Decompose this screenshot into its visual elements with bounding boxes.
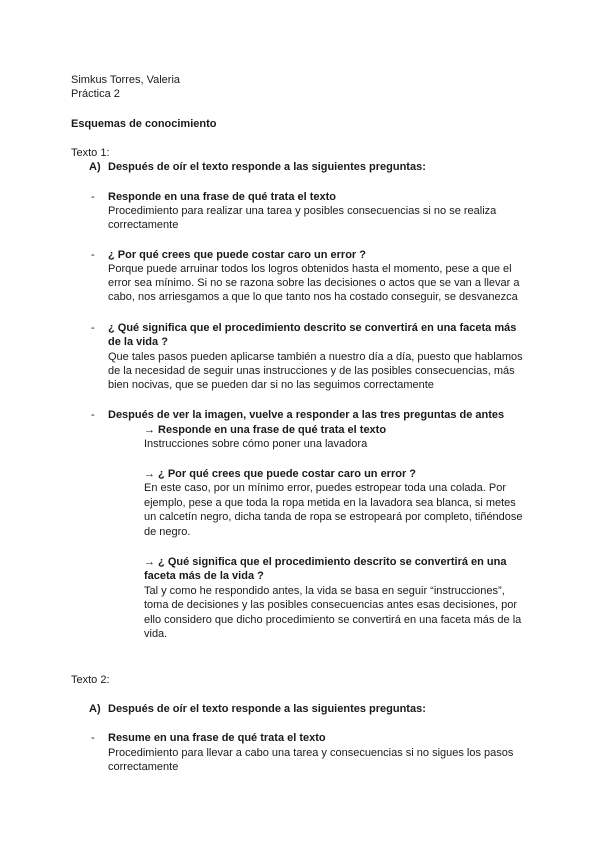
texto1-q3-answer-line: bien nocivas, que se pueden dar si no las seguimos correctamente (108, 379, 434, 391)
texto1-q3-answer-line: Que tales pasos pueden aplicarse también a nuestro día a día, puesto que hablamos (108, 351, 523, 363)
texto1-q1-question: Responde en una frase de qué trata el texto (108, 191, 337, 203)
texto1-q4-sub3-question-line: → ¿ Qué significa que el procedimiento descrito se convertirá en una (144, 556, 507, 568)
texto1-q3-question-line: de la vida ? (108, 336, 168, 348)
texto1-q4-sub2-question: → ¿ Por qué crees que puede costar caro un error ? (144, 468, 417, 480)
texto2-q1-question: Resume en una frase de qué trata el texto (108, 732, 326, 744)
texto2-section-title: Después de oír el texto responde a las siguientes preguntas: (108, 703, 426, 715)
texto1-q4-sub2-answer-line: un calcetín negro, dicha tanda de ropa se estropeará por completo, tiñéndose (144, 511, 523, 523)
document-title: Esquemas de conocimiento (71, 118, 217, 130)
texto1-q1-answer-line: Procedimiento para realizar una tarea y posibles consecuencias si no se realiza (108, 205, 497, 217)
bullet-dash: - (91, 191, 95, 203)
texto1-q2-answer-line: error sea mínimo. Si no se razona sobre las decisiones o actos que se van a llevar a (108, 277, 520, 289)
bullet-dash: - (91, 409, 95, 421)
bullet-dash: - (91, 732, 95, 744)
texto1-q2-question: ¿ Por qué crees que puede costar caro un error ? (108, 249, 366, 261)
texto1-q2-answer-line: Porque puede arruinar todos los logros obtenidos hasta el momento, pese a que el (108, 263, 512, 275)
texto1-q4-sub2-answer-line: En este caso, por un mínimo error, puedes estropear toda una colada. Por (144, 482, 506, 494)
texto1-q3-answer-line: de la necesidad de seguir unas instrucciones y de las posibles consecuencias, más (108, 365, 515, 377)
texto1-label: Texto 1: (71, 147, 110, 159)
texto1-section-title: Después de oír el texto responde a las siguientes preguntas: (108, 161, 426, 173)
author-name: Simkus Torres, Valeria (71, 74, 181, 86)
texto1-q3-question-line: ¿ Qué significa que el procedimiento descrito se convertirá en una faceta más (108, 322, 517, 334)
texto1-q1-answer-line: correctamente (108, 219, 179, 231)
texto2-section-marker: A) (89, 703, 101, 715)
texto1-q4-sub3-answer-line: toma de decisiones y las posibles consecuencias antes esas decisiones, por (144, 599, 517, 611)
bullet-dash: - (91, 249, 95, 261)
texto2-q1-answer-line: correctamente (108, 761, 179, 773)
texto1-q4-sub3-answer-line: ello considero que dicho procedimiento se convertirá en una faceta más de la (144, 614, 522, 626)
bullet-dash: - (91, 322, 95, 334)
texto2-q1-answer-line: Procedimiento para llevar a cabo una tarea y consecuencias si no sigues los pasos (108, 747, 514, 759)
texto1-q4-sub2-answer-line: ejemplo, pese a que toda la ropa metida en la lavadora sea blanca, si metes (144, 497, 516, 509)
texto1-q4-sub2-answer-line: de negro. (144, 526, 191, 538)
texto1-q4-sub1-answer-line: Instrucciones sobre cómo poner una lavadora (144, 438, 368, 450)
texto1-section-marker: A) (89, 161, 101, 173)
assignment-label: Práctica 2 (71, 88, 120, 100)
texto1-q4-sub3-question-line: faceta más de la vida ? (144, 570, 264, 582)
texto1-q4-sub1-question: → Responde en una frase de qué trata el texto (144, 424, 387, 436)
texto1-q2-answer-line: cabo, nos arriesgamos a que lo que tanto nos ha costado conseguir, se desvanezca (108, 291, 518, 303)
texto2-label: Texto 2: (71, 674, 110, 686)
texto1-q4-question: Después de ver la imagen, vuelve a responder a las tres preguntas de antes (108, 409, 505, 421)
texto1-q4-sub3-answer-line: Tal y como he respondido antes, la vida se basa en seguir “instrucciones”, (144, 585, 505, 597)
texto1-q4-sub3-answer-line: vida. (144, 628, 168, 640)
